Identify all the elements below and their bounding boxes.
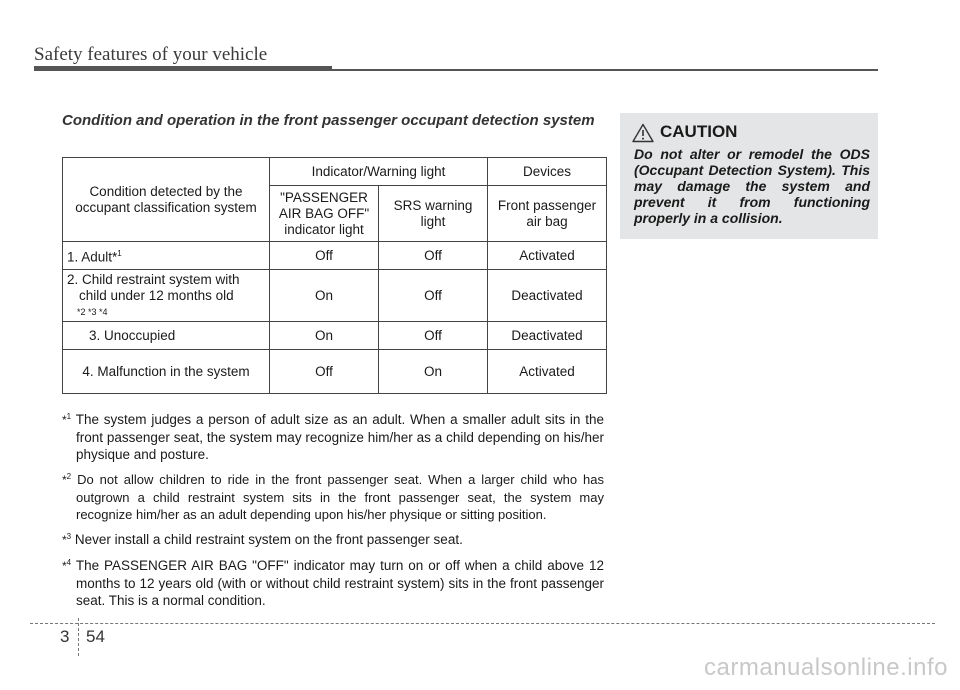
- condition-header: Condition detected by the occupant classification system: [63, 158, 270, 242]
- footnote-refs: *2 *3 *4: [77, 306, 108, 317]
- row-srs-state: Off: [379, 322, 488, 350]
- col-front-passenger-airbag: Front passenger air bag: [488, 186, 607, 242]
- row-airbag-state: Deactivated: [488, 270, 607, 322]
- row-pab-state: On: [270, 322, 379, 350]
- row-airbag-state: Activated: [488, 242, 607, 270]
- header-rule-thick: [34, 66, 332, 71]
- footnotes: [62, 408, 604, 614]
- page-number-separator: [78, 618, 79, 656]
- caution-text: Do not alter or remodel the ODS (Occupant Detection System). This may damage the system and prevent it from functioning properly in a collision.: [634, 146, 870, 226]
- row-pab-state: Off: [270, 350, 379, 394]
- row-srs-state: Off: [379, 270, 488, 322]
- row-condition: 4. Malfunction in the system: [63, 350, 270, 394]
- footer-divider: [30, 623, 935, 624]
- page-number: 54: [86, 627, 105, 646]
- table-row: [63, 350, 607, 394]
- row-condition: 3. Unoccupied: [63, 322, 270, 350]
- devices-group-header: Devices: [488, 158, 607, 186]
- footnote-3: *$^3$ Never install a child restraint system on the front passenger seat.: [62, 532, 463, 547]
- row-srs-state: Off: [379, 242, 488, 270]
- caution-title: CAUTION: [660, 122, 738, 141]
- warning-triangle-icon: [632, 123, 654, 143]
- section-heading: Condition and operation in the front passenger occupant detection system: [62, 112, 595, 129]
- footnote-4: *$^4$ The PASSENGER AIR BAG "OFF" indicator may turn on or off when a child above 12 months to 12 years old (with or without child restraint system) sits in the front passenger seat. This is a normal condition.: [62, 558, 604, 608]
- header-rule-thin: [332, 69, 878, 71]
- row-condition: 2. Child restraint system with child under 12 months old *2 *3 *4: [63, 270, 270, 322]
- row-srs-state: On: [379, 350, 488, 394]
- table-row: [63, 270, 607, 322]
- ods-condition-table: [62, 157, 607, 394]
- watermark: carmanualsonline.info: [704, 654, 948, 681]
- row-airbag-state: Deactivated: [488, 322, 607, 350]
- table-row: [63, 322, 607, 350]
- caution-box: [620, 113, 878, 239]
- page-header-title: Safety features of your vehicle: [34, 44, 268, 65]
- col-srs-warning-light: SRS warning light: [379, 186, 488, 242]
- footnote-1: *$^1$ The system judges a person of adult size as an adult. When a smaller adult sits in the front passenger seat, the system may recognize him/her as a child depending on his/her physique and posture.: [62, 412, 605, 462]
- row-airbag-state: Activated: [488, 350, 607, 394]
- indicator-group-header: Indicator/Warning light: [270, 158, 488, 186]
- col-passenger-airbag-off: "PASSENGER AIR BAG OFF" indicator light: [270, 186, 379, 242]
- footnote-2: *$^2$ Do not allow children to ride in the front passenger seat. When a larger child who has outgrown a child restraint system sits in the front passenger seat, the system may recognize him/her as an adult depending upon his/her physique or sitting position.: [62, 472, 604, 522]
- chapter-number: 3: [60, 627, 70, 646]
- table-row: [63, 242, 607, 270]
- row-pab-state: On: [270, 270, 379, 322]
- row-condition: 1. Adult*$^1$: [63, 242, 270, 270]
- row-pab-state: Off: [270, 242, 379, 270]
